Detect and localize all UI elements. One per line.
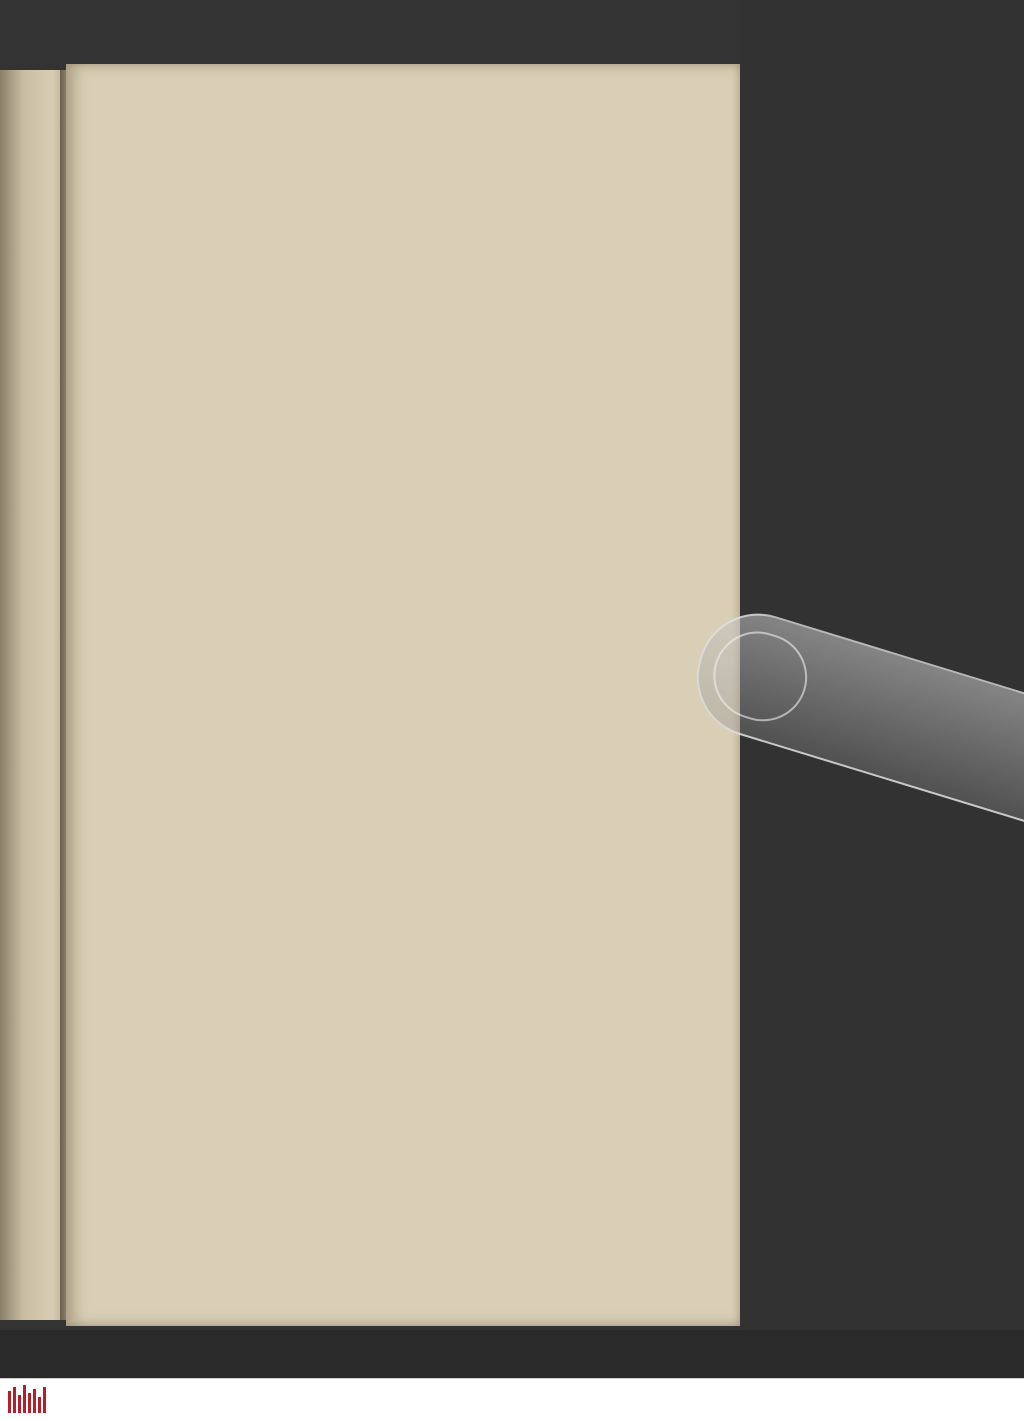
- glass-paperweight-tip: [702, 621, 818, 733]
- footer-bar: [0, 1378, 1024, 1419]
- hab-logo-icon: [8, 1385, 46, 1413]
- drop-cap: [116, 704, 174, 768]
- background-bottom: [0, 1330, 1024, 1378]
- book-page: [66, 64, 740, 1326]
- previous-page-edge: [0, 70, 66, 1320]
